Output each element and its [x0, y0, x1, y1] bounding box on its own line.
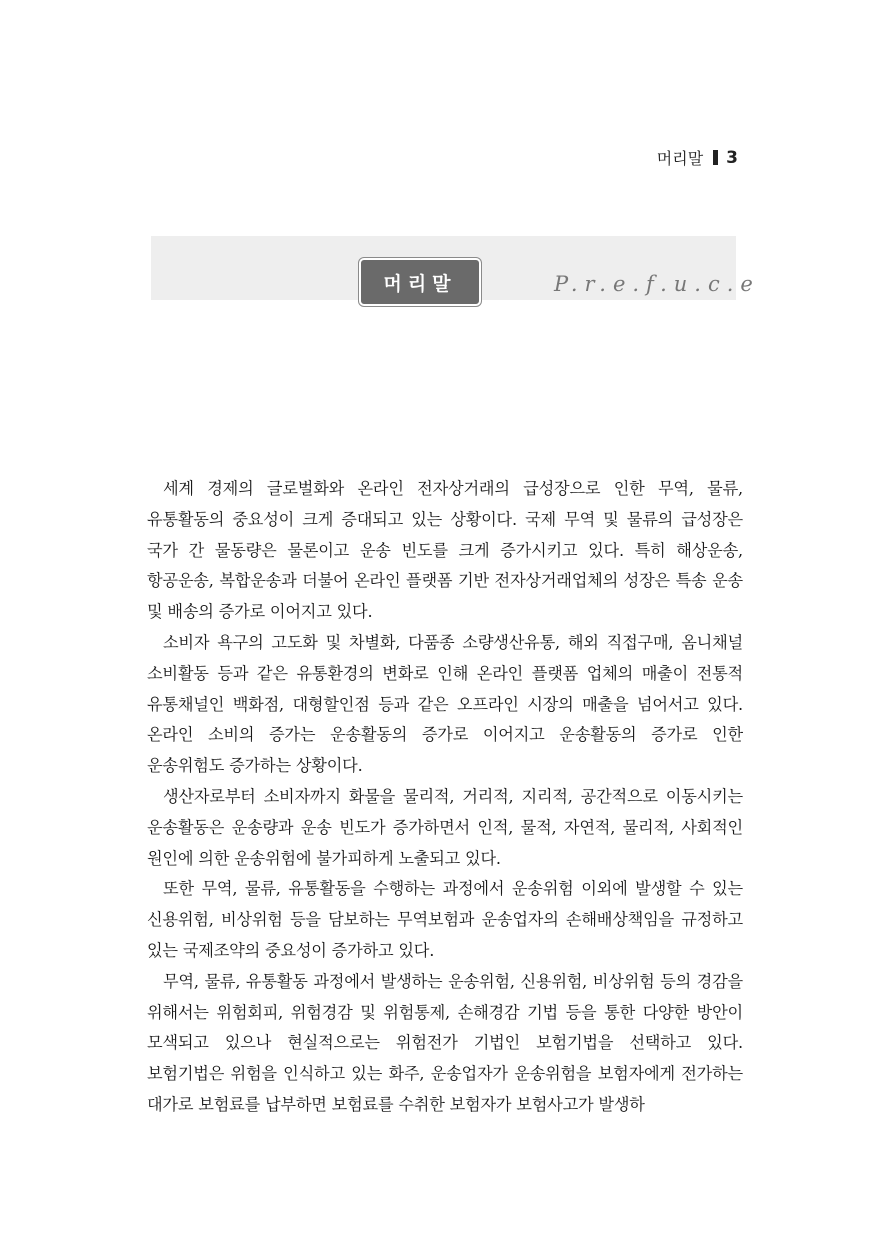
running-head-bar — [713, 150, 718, 165]
paragraph: 세계 경제의 글로벌화와 온라인 전자상거래의 급성장으로 인한 무역, 물류, 유통활동의 중요성이 크게 증대되고 있는 상황이다. 국제 무역 및 물류의 급성장은 국가 간 물동량은 물론이고 운송 빈도를 크게 증가시키고 있다. 특히 해상운송, 항공운송, 복합운송과 더불어 온라인 플랫폼 기반 전자상거래업체의 성장은 특송 운송 및 배송의 증가로 이어지고 있다. — [147, 479, 743, 622]
chapter-title: 머리말 — [359, 258, 481, 306]
page-number: 3 — [726, 147, 738, 168]
running-head-title: 머리말 — [656, 149, 704, 168]
chapter-subtitle: P.r.e.f.u.c.e — [554, 272, 760, 296]
chapter-title-band — [151, 236, 760, 300]
paragraph: 생산자로부터 소비자까지 화물을 물리적, 거리적, 지리적, 공간적으로 이동시키는 운송활동은 운송량과 운송 빈도가 증가하면서 인적, 물적, 자연적, 물리적, 사회적인 원인에 의한 운송위험에 불가피하게 노출되고 있다. — [147, 786, 743, 868]
running-head — [657, 146, 738, 169]
paragraph: 무역, 물류, 유통활동 과정에서 발생하는 운송위험, 신용위험, 비상위험 등의 경감을 위해서는 위험회피, 위험경감 및 위험통제, 손해경감 기법 등을 통한 다양한 방안이 모색되고 있으나 현실적으로는 위험전가 기법인 보험기법을 선택하고 있다. 보험기법은 위험을 인식하고 있는 화주, 운송업자가 운송위험을 보험자에게 전가하는 대가로 보험료를 납부하면 보험료를 수취한 보험자가 보험사고가 발생하 — [147, 971, 743, 1114]
paragraph: 또한 무역, 물류, 유통활동을 수행하는 과정에서 운송위험 이외에 발생할 수 있는 신용위험, 비상위험 등을 담보하는 무역보험과 운송업자의 손해배상책임을 규정하고 있는 국제조약의 중요성이 증가하고 있다. — [147, 879, 743, 960]
paragraph: 소비자 욕구의 고도화 및 차별화, 다품종 소량생산유통, 해외 직접구매, 옴니채널 소비활동 등과 같은 유통환경의 변화로 인해 온라인 플랫폼 업체의 매출이 전통적 유통채널인 백화점, 대형할인점 등과 같은 오프라인 시장의 매출을 넘어서고 있다. 온라인 소비의 증가는 운송활동의 증가로 이어지고 운송활동의 증가로 인한 운송위험도 증가하는 상황이다. — [147, 632, 743, 776]
body-text — [147, 474, 743, 1121]
